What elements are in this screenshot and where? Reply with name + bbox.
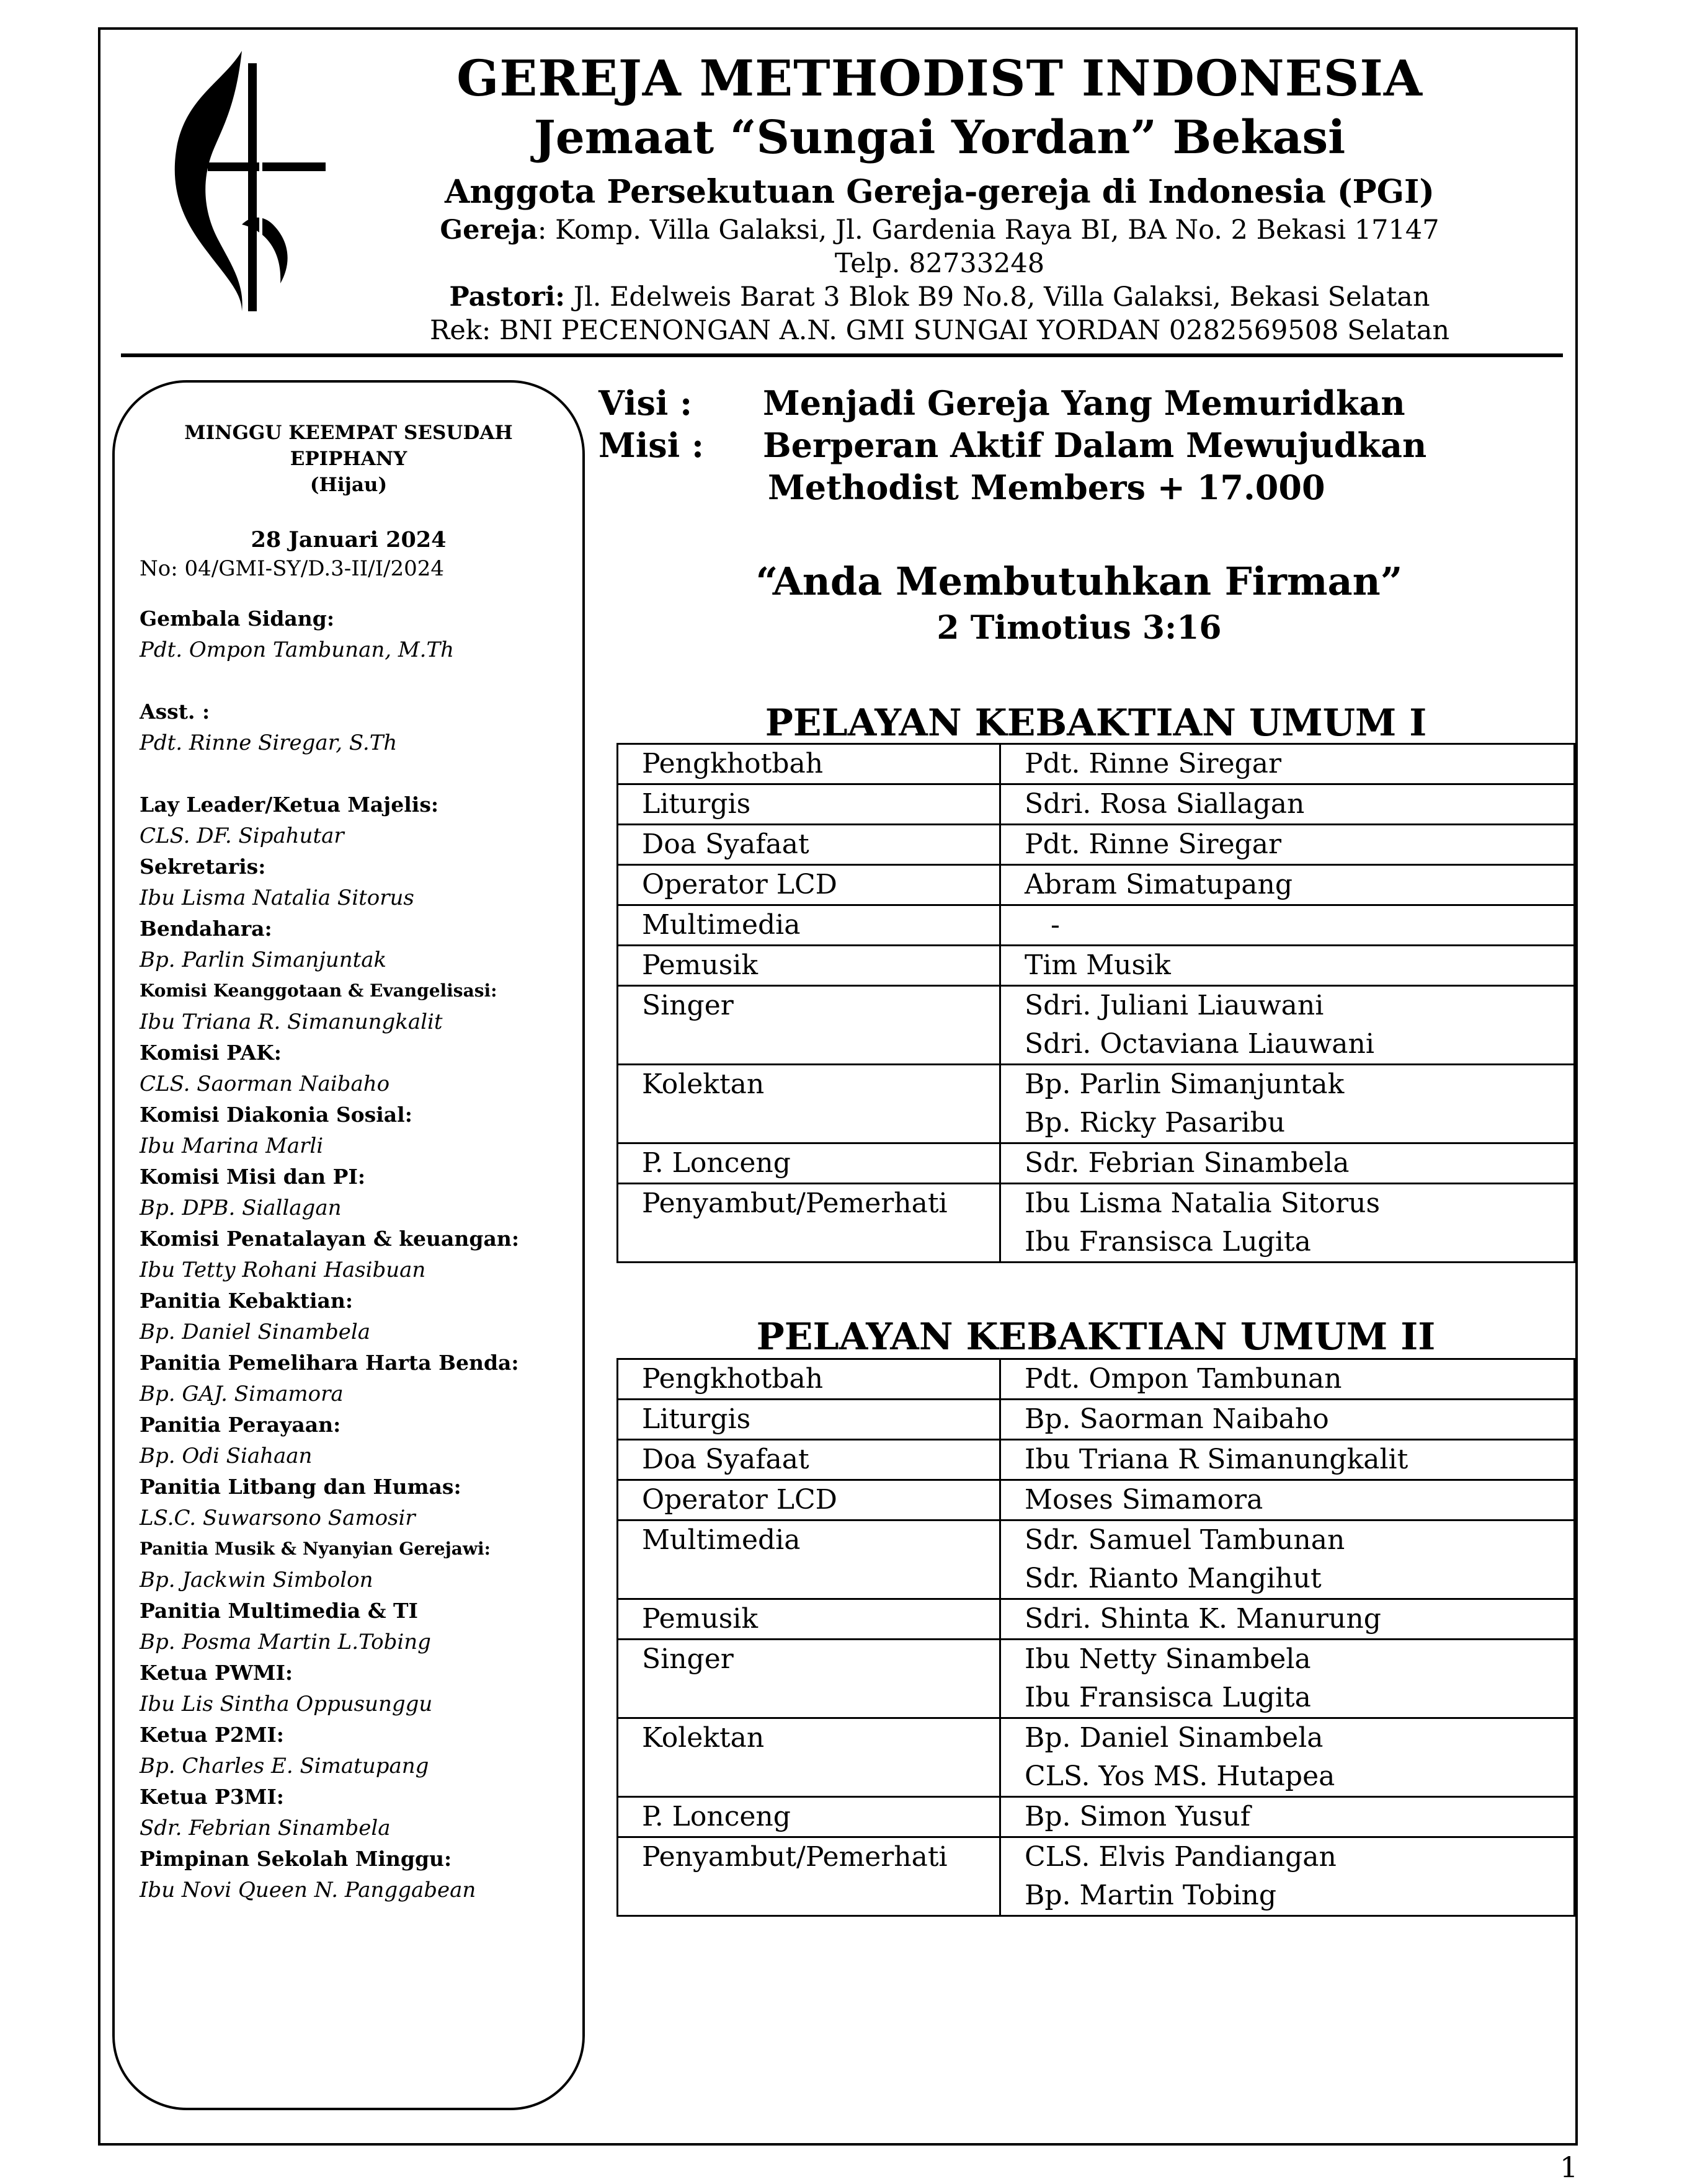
- officer-role: Panitia Multimedia & TI: [140, 1599, 418, 1623]
- service-row: [618, 1359, 1575, 1400]
- service-person: Pdt. Rinne Siregar: [1025, 828, 1282, 860]
- service-row: [618, 1440, 1575, 1480]
- officer-name: Bp. DPB. Siallagan: [140, 1196, 342, 1220]
- service-person: Ibu Fransisca Lugita: [1025, 1226, 1311, 1258]
- service-person: Sdri. Juliani Liauwani: [1025, 990, 1324, 1021]
- officer-name: Sdr. Febrian Sinambela: [140, 1816, 391, 1840]
- service-role: Doa Syafaat: [618, 825, 1000, 865]
- service-role: Multimedia: [618, 905, 1000, 946]
- service-2-table: [616, 1358, 1575, 1917]
- officer-name: CLS. Saorman Naibaho: [140, 1072, 390, 1096]
- service-person: Sdri. Rosa Siallagan: [1025, 788, 1305, 820]
- sermon-theme: “Anda Membutuhkan Firman”: [755, 559, 1403, 604]
- service-names: [1000, 784, 1575, 825]
- officer-role: Panitia Kebaktian:: [140, 1289, 354, 1313]
- officer-role: Komisi Diakonia Sosial:: [140, 1103, 412, 1127]
- officer-name: CLS. DF. Sipahutar: [140, 823, 344, 848]
- service-names: [1000, 1440, 1575, 1480]
- officers-sidebar: [112, 380, 585, 2110]
- service-row: [618, 1520, 1575, 1599]
- membership-line: Anggota Persekutuan Gereja-gereja di Indonesia (PGI): [445, 173, 1435, 211]
- service-role: Operator LCD: [618, 865, 1000, 905]
- service-names: [1000, 1797, 1575, 1837]
- service-person: CLS. Elvis Pandiangan: [1025, 1841, 1337, 1873]
- service-names: [1000, 1359, 1575, 1400]
- visi-label: Visi :: [598, 383, 693, 423]
- service-person: Ibu Lisma Natalia Sitorus: [1025, 1187, 1381, 1219]
- officer-name: Bp. GAJ. Simamora: [140, 1382, 344, 1406]
- church-address: Gereja: Komp. Villa Galaksi, Jl. Gardenia Raya BI, BA No. 2 Bekasi 17147: [440, 215, 1439, 246]
- service-1-title: PELAYAN KEBAKTIAN UMUM I: [765, 701, 1427, 745]
- sermon-verse: 2 Timotius 3:16: [937, 609, 1222, 647]
- service-row: [618, 1184, 1575, 1263]
- service-role: Singer: [618, 986, 1000, 1065]
- phone-number: Telp. 82733248: [834, 248, 1045, 279]
- service-row: [618, 744, 1575, 784]
- service-names: [1000, 865, 1575, 905]
- service-person: Sdri. Shinta K. Manurung: [1025, 1603, 1381, 1635]
- service-person: Sdr. Rianto Mangihut: [1025, 1563, 1322, 1594]
- officer-role: Panitia Litbang dan Humas:: [140, 1475, 461, 1499]
- service-names: [1000, 1065, 1575, 1143]
- officer-role: Lay Leader/Ketua Majelis:: [140, 792, 439, 817]
- service-person: Ibu Triana R Simanungkalit: [1025, 1444, 1408, 1475]
- officer-role: Panitia Pemelihara Harta Benda:: [140, 1351, 519, 1375]
- service-role: Liturgis: [618, 784, 1000, 825]
- officer-role: Asst. :: [140, 699, 210, 724]
- service-names: [1000, 1640, 1575, 1718]
- service-person: Abram Simatupang: [1025, 869, 1293, 900]
- service-row: [618, 1599, 1575, 1640]
- service-role: Penyambut/Pemerhati: [618, 1184, 1000, 1263]
- officer-role: Ketua P3MI:: [140, 1785, 284, 1809]
- service-role: Doa Syafaat: [618, 1440, 1000, 1480]
- service-person: Pdt. Rinne Siregar: [1025, 748, 1282, 779]
- misi-label: Misi :: [598, 425, 704, 465]
- misi-text-2: Methodist Members + 17.000: [768, 468, 1325, 507]
- service-row: [618, 865, 1575, 905]
- officer-name: Ibu Novi Queen N. Panggabean: [140, 1878, 476, 1902]
- service-role: Pemusik: [618, 1599, 1000, 1640]
- service-person: Moses Simamora: [1025, 1484, 1263, 1516]
- service-role: Singer: [618, 1640, 1000, 1718]
- service-person: Sdri. Octaviana Liauwani: [1025, 1028, 1374, 1060]
- officer-name: Ibu Tetty Rohani Hasibuan: [140, 1258, 426, 1282]
- cross-and-flame-logo: [149, 38, 329, 311]
- service-names: [1000, 905, 1575, 946]
- service-row: [618, 1143, 1575, 1184]
- service-person: Bp. Ricky Pasaribu: [1025, 1107, 1286, 1139]
- service-row: [618, 1837, 1575, 1916]
- service-role: P. Lonceng: [618, 1797, 1000, 1837]
- officer-role: Komisi Keanggotaan & Evangelisasi:: [140, 980, 497, 1001]
- service-person: -: [1025, 909, 1060, 941]
- service-person: Sdr. Samuel Tambunan: [1025, 1524, 1345, 1556]
- bulletin-date: 28 Januari 2024: [251, 527, 447, 553]
- service-row: [618, 784, 1575, 825]
- service-names: [1000, 1718, 1575, 1797]
- service-person: Bp. Parlin Simanjuntak: [1025, 1068, 1345, 1100]
- officer-role: Bendahara:: [140, 917, 272, 941]
- bank-account: Rek: BNI PECENONGAN A.N. GMI SUNGAI YORDAN 0282569508 Selatan: [429, 315, 1450, 346]
- officer-role: Pimpinan Sekolah Minggu:: [140, 1847, 452, 1871]
- service-row: [618, 825, 1575, 865]
- officer-name: Bp. Daniel Sinambela: [140, 1320, 371, 1344]
- officer-role: Gembala Sidang:: [140, 606, 335, 631]
- officer-name: Ibu Marina Marli: [140, 1134, 324, 1158]
- officer-name: LS.C. Suwarsono Samosir: [140, 1506, 416, 1530]
- service-row: [618, 1640, 1575, 1718]
- officer-role: Panitia Perayaan:: [140, 1413, 341, 1437]
- service-row: [618, 905, 1575, 946]
- congregation-name: Jemaat “Sungai Yordan” Bekasi: [533, 111, 1346, 164]
- officer-role: Panitia Musik & Nyanyian Gerejawi:: [140, 1538, 491, 1559]
- service-2-title: PELAYAN KEBAKTIAN UMUM II: [756, 1315, 1436, 1359]
- service-role: Penyambut/Pemerhati: [618, 1837, 1000, 1916]
- service-role: P. Lonceng: [618, 1143, 1000, 1184]
- service-role: Liturgis: [618, 1400, 1000, 1440]
- service-row: [618, 1718, 1575, 1797]
- service-row: [618, 1065, 1575, 1143]
- officer-list: [140, 603, 574, 1906]
- service-person: Ibu Fransisca Lugita: [1025, 1682, 1311, 1713]
- service-names: [1000, 1520, 1575, 1599]
- service-names: [1000, 1599, 1575, 1640]
- pastori-address: Pastori: Jl. Edelweis Barat 3 Blok B9 No.8, Villa Galaksi, Bekasi Selatan: [449, 282, 1430, 313]
- service-row: [618, 1480, 1575, 1520]
- officer-name: Ibu Lis Sintha Oppusunggu: [140, 1692, 433, 1716]
- service-role: Multimedia: [618, 1520, 1000, 1599]
- page-number: 1: [1560, 2151, 1578, 2184]
- church-header: [338, 48, 1541, 347]
- church-title: GEREJA METHODIST INDONESIA: [456, 49, 1423, 107]
- officer-name: Pdt. Rinne Siregar, S.Th: [140, 730, 398, 755]
- service-row: [618, 946, 1575, 986]
- header-divider: [121, 353, 1563, 357]
- officer-name: Pdt. Ompon Tambunan, M.Th: [140, 637, 455, 662]
- service-1-table: [616, 743, 1575, 1263]
- service-role: Pengkhotbah: [618, 1359, 1000, 1400]
- officer-name: Bp. Charles E. Simatupang: [140, 1754, 429, 1778]
- service-role: Operator LCD: [618, 1480, 1000, 1520]
- service-names: [1000, 986, 1575, 1065]
- service-names: [1000, 1143, 1575, 1184]
- officer-name: Ibu Lisma Natalia Sitorus: [140, 886, 414, 910]
- service-role: Pemusik: [618, 946, 1000, 986]
- service-names: [1000, 1837, 1575, 1916]
- service-person: Bp. Martin Tobing: [1025, 1880, 1277, 1911]
- service-person: Tim Musik: [1025, 949, 1171, 981]
- bulletin-number: No: 04/GMI-SY/D.3-II/I/2024: [140, 556, 444, 581]
- misi-text-1: Berperan Aktif Dalam Mewujudkan: [763, 425, 1427, 465]
- service-names: [1000, 744, 1575, 784]
- officer-role: Ketua P2MI:: [140, 1723, 284, 1747]
- service-row: [618, 1797, 1575, 1837]
- service-person: Sdr. Febrian Sinambela: [1025, 1147, 1350, 1179]
- officer-name: Bp. Jackwin Simbolon: [140, 1568, 373, 1592]
- visi-text: Menjadi Gereja Yang Memuridkan: [763, 383, 1405, 423]
- service-role: Kolektan: [618, 1718, 1000, 1797]
- officer-role: Komisi Penatalayan & keuangan:: [140, 1227, 520, 1251]
- service-person: CLS. Yos MS. Hutapea: [1025, 1760, 1335, 1792]
- liturgical-week: MINGGU KEEMPAT SESUDAH EPIPHANY (Hijau): [184, 422, 513, 496]
- officer-name: Ibu Triana R. Simanungkalit: [140, 1010, 443, 1034]
- service-names: [1000, 1400, 1575, 1440]
- service-names: [1000, 1480, 1575, 1520]
- service-person: Ibu Netty Sinambela: [1025, 1643, 1311, 1675]
- service-row: [618, 986, 1575, 1065]
- service-names: [1000, 825, 1575, 865]
- service-person: Pdt. Ompon Tambunan: [1025, 1363, 1342, 1395]
- service-row: [618, 1400, 1575, 1440]
- officer-name: Bp. Odi Siahaan: [140, 1444, 313, 1468]
- officer-role: Komisi PAK:: [140, 1041, 282, 1065]
- service-names: [1000, 946, 1575, 986]
- service-person: Bp. Saorman Naibaho: [1025, 1403, 1329, 1435]
- officer-role: Komisi Misi dan PI:: [140, 1165, 366, 1189]
- service-role: Pengkhotbah: [618, 744, 1000, 784]
- officer-role: Sekretaris:: [140, 855, 266, 879]
- officer-name: Bp. Parlin Simanjuntak: [140, 948, 387, 972]
- service-person: Bp. Daniel Sinambela: [1025, 1722, 1324, 1754]
- service-role: Kolektan: [618, 1065, 1000, 1143]
- service-person: Bp. Simon Yusuf: [1025, 1801, 1250, 1832]
- officer-role: Ketua PWMI:: [140, 1661, 293, 1685]
- service-names: [1000, 1184, 1575, 1263]
- officer-name: Bp. Posma Martin L.Tobing: [140, 1630, 431, 1654]
